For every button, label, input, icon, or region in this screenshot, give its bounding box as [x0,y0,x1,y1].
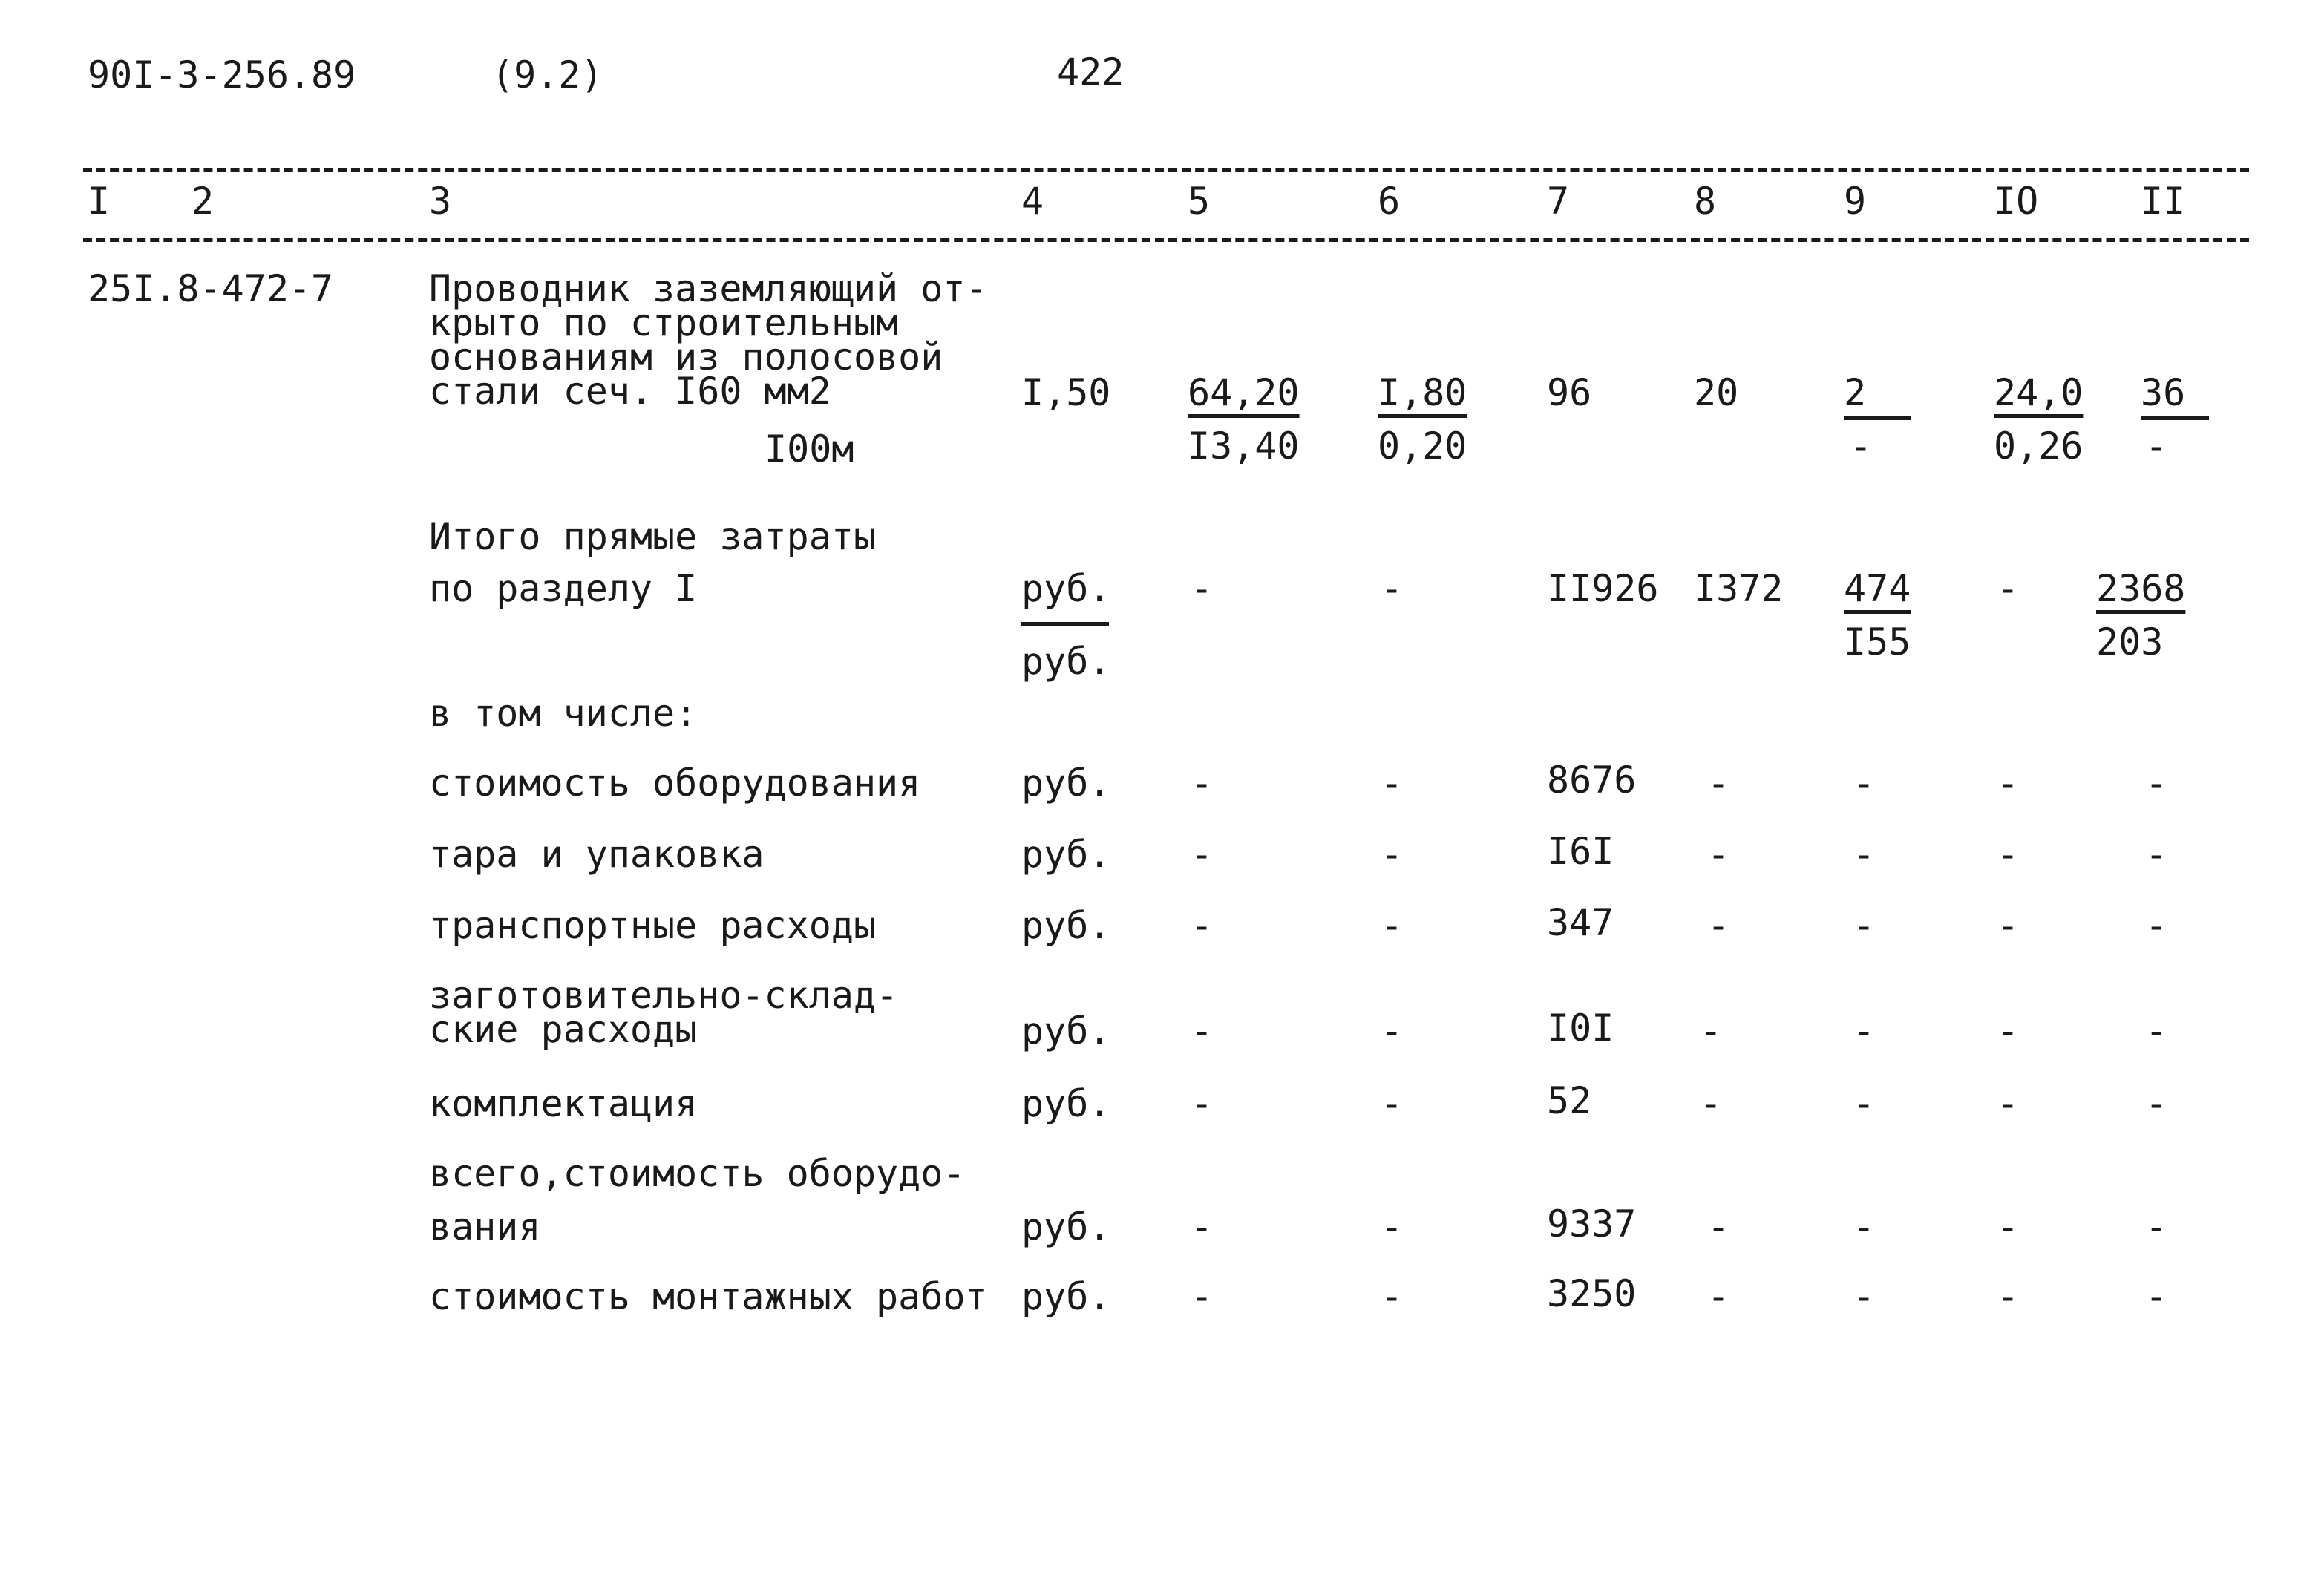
document-code: 90I-3-256.89 [88,53,356,96]
row-c8: - [1707,762,1730,805]
row-c9: - [1853,762,1876,805]
total-c7: II926 [1547,567,1659,610]
total-unit-top: руб. [1021,567,1111,610]
total-c11-bottom: 203 [2096,621,2164,664]
row-c6: - [1381,904,1404,947]
row-c9: - [1853,1082,1876,1125]
row-label: комплектация [429,1082,698,1125]
position-c8: 20 [1694,371,1739,414]
row-c8: - [1700,1082,1723,1125]
col-header-10: IO [1994,180,2039,223]
col-header-7: 7 [1547,180,1570,223]
position-c6-top: I,80 [1378,371,1467,414]
row-c6: - [1381,1205,1404,1248]
position-unit-measure: I00м [765,428,854,471]
col-header-8: 8 [1694,180,1717,223]
row-c8: - [1707,904,1730,947]
row-c8: - [1707,1205,1730,1248]
row-label: транспортные расходы [429,904,877,947]
section-number: (9.2) [491,53,603,96]
position-quantity: I,50 [1021,371,1111,414]
row-c11: - [2145,1009,2168,1052]
total-c8: I372 [1694,567,1784,610]
position-c9-bottom: - [1850,425,1873,468]
row-c7: 52 [1547,1079,1592,1122]
col-header-3: 3 [429,180,452,223]
col-header-6: 6 [1378,180,1401,223]
row-c9: - [1853,1009,1876,1052]
position-c10-bottom: 0,26 [1994,425,2084,468]
row-c7: 9337 [1547,1202,1637,1245]
position-c6-bottom: 0,20 [1378,425,1467,468]
row-unit: руб. [1021,833,1111,876]
row-c10: - [1997,1009,2020,1052]
total-label-line-1: Итого прямые затраты [429,515,877,558]
including-label: в том числе: [429,692,698,735]
page-number: 422 [1057,50,1125,94]
row-c10: - [1997,833,2020,876]
header-rule-top [83,168,2249,172]
row-c5: - [1191,904,1214,947]
col-header-11: II [2141,180,2186,223]
row-c10: - [1997,904,2020,947]
total-c5: - [1191,567,1214,610]
row-unit: руб. [1021,1082,1111,1125]
row-c6: - [1381,762,1404,805]
position-code: 25I.8-472-7 [88,267,334,310]
total-c9-top: 474 [1844,567,1911,610]
row-label-line-2: вания [429,1205,541,1248]
position-c7: 96 [1547,371,1592,414]
position-desc-line-1: Проводник заземляющий от- [429,267,988,310]
row-c10: - [1997,1082,2020,1125]
header-rule-bottom [83,238,2249,242]
total-label-line-2: по разделу I [429,567,698,610]
total-c6: - [1381,567,1404,610]
row-c7: 347 [1547,901,1614,944]
total-unit-bottom: руб. [1021,640,1111,683]
row-label: стоимость монтажных работ [429,1275,988,1318]
row-c6: - [1381,1275,1404,1318]
row-c11: - [2145,1205,2168,1248]
row-label: стоимость оборудования [429,762,921,805]
row-label: тара и упаковка [429,833,765,876]
row-c7: 8676 [1547,759,1637,802]
col-header-9: 9 [1844,180,1867,223]
row-c9: - [1853,1205,1876,1248]
total-c11-top: 2368 [2096,567,2186,610]
position-c9-top: 2 [1844,371,1867,414]
row-c8: - [1700,1009,1723,1052]
row-c11: - [2145,1082,2168,1125]
row-c11: - [2145,904,2168,947]
position-c5-bottom: I3,40 [1188,425,1300,468]
row-c5: - [1191,1082,1214,1125]
row-c10: - [1997,762,2020,805]
row-c5: - [1191,762,1214,805]
row-c7: 3250 [1547,1272,1637,1315]
row-c11: - [2145,833,2168,876]
position-description [429,267,988,413]
position-desc-line-4: стали сеч. I60 мм2 [429,370,831,413]
position-c11-bottom: - [2145,425,2168,468]
col-header-1: I [88,180,111,223]
total-c9-bottom: I55 [1844,621,1911,664]
col-header-2: 2 [192,180,215,223]
row-c5: - [1191,1205,1214,1248]
position-c11-fraction-line [2141,416,2209,420]
row-c9: - [1853,1275,1876,1318]
row-c9: - [1853,833,1876,876]
position-c11-top: 36 [2141,371,2186,414]
row-c6: - [1381,1082,1404,1125]
row-c10: - [1997,1275,2020,1318]
total-unit-fraction-line [1021,622,1109,626]
position-desc-line-2: крыто по строительным [429,301,899,344]
position-desc-line-3: основаниям из полосовой [429,335,943,379]
row-label-line-1: заготовительно-склад- [429,974,899,1017]
row-c9: - [1853,904,1876,947]
position-c5-top: 64,20 [1188,371,1300,414]
row-unit: руб. [1021,1009,1111,1052]
row-c11: - [2145,1275,2168,1318]
row-label-line-1: всего,стоимость оборудо- [429,1152,966,1195]
row-c7: I6I [1547,830,1614,873]
row-c10: - [1997,1205,2020,1248]
row-c7: I0I [1547,1006,1614,1050]
row-unit: руб. [1021,904,1111,947]
position-c9-fraction-line [1844,416,1911,420]
row-label-line-2: ские расходы [429,1008,698,1051]
col-header-5: 5 [1188,180,1211,223]
col-header-4: 4 [1021,180,1044,223]
row-label [429,974,899,1051]
row-c6: - [1381,1009,1404,1052]
row-unit: руб. [1021,1275,1111,1318]
row-c8: - [1707,833,1730,876]
row-c5: - [1191,833,1214,876]
row-c8: - [1707,1275,1730,1318]
row-c11: - [2145,762,2168,805]
row-unit: руб. [1021,1205,1111,1248]
row-c6: - [1381,833,1404,876]
row-c5: - [1191,1275,1214,1318]
row-c5: - [1191,1009,1214,1052]
row-unit: руб. [1021,762,1111,805]
total-c10: - [1997,567,2020,610]
position-c10-top: 24,0 [1994,371,2084,414]
